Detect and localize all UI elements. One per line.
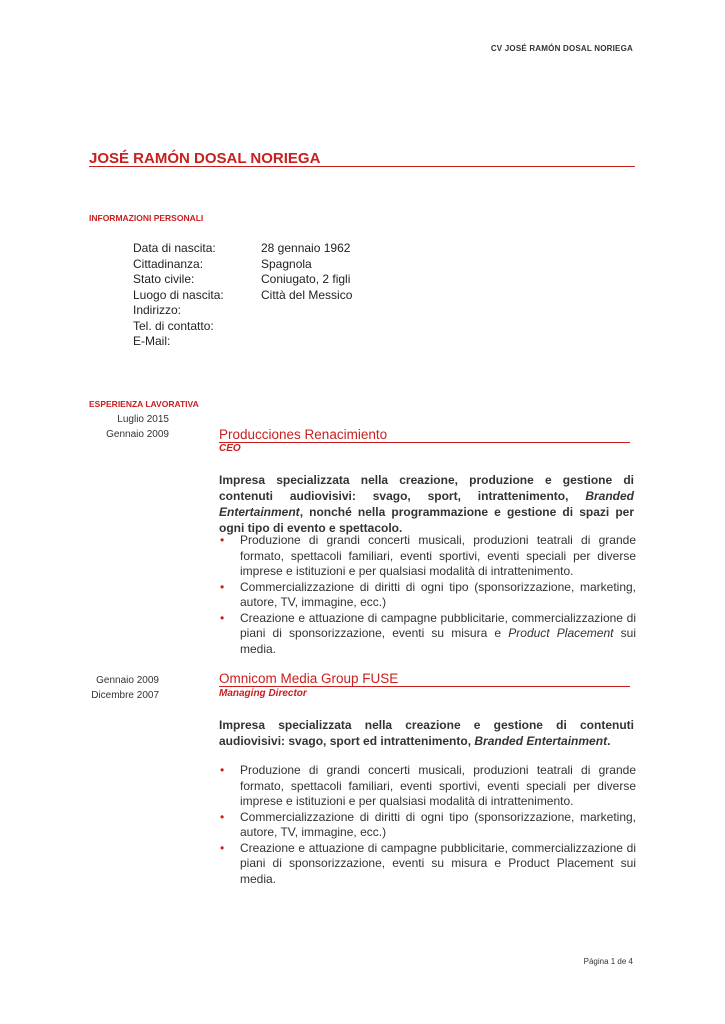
job-date-from: Luglio 2015 xyxy=(117,414,169,425)
info-row-birthdate xyxy=(133,241,352,257)
bullet-dot-icon: • xyxy=(220,533,225,547)
job-description-text: . xyxy=(607,734,611,748)
info-row-marital-status xyxy=(133,272,352,288)
bullet-text: Creazione e attuazione di campagne pubblicitarie, commercializzazione di piani di sponsorizzazione, eventi su misura e Product Placement sui media. xyxy=(240,840,636,886)
list-item xyxy=(220,610,636,658)
section-heading-personal: INFORMAZIONI PERSONALI xyxy=(89,213,204,223)
info-value: Città del Messico xyxy=(261,287,353,302)
company-divider xyxy=(219,442,630,443)
info-row-email xyxy=(133,334,352,350)
info-key: Data di nascita: xyxy=(133,241,216,255)
job-company: Producciones Renacimiento xyxy=(219,427,388,442)
job-description-emphasis: Branded Entertainment xyxy=(219,489,634,519)
info-row-birthplace xyxy=(133,288,352,304)
info-key: Cittadinanza: xyxy=(133,256,204,271)
bullet-dot-icon: • xyxy=(220,840,225,855)
job-dates xyxy=(60,412,169,442)
info-key: Tel. di contatto: xyxy=(133,318,214,333)
bullet-dot-icon: • xyxy=(220,763,225,777)
bullet-emphasis: Product Placement xyxy=(508,626,614,640)
list-item xyxy=(220,840,636,888)
info-value: 28 gennaio 1962 xyxy=(261,241,351,255)
job-date-to: Dicembre 2007 xyxy=(91,690,159,701)
list-item xyxy=(220,763,636,810)
bullet-text: Creazione e attuazione di campagne pubblicitarie, commercializzazione di piani di sponsorizzazione, eventi su misura e xyxy=(240,610,636,640)
job-role: Managing Director xyxy=(219,688,307,699)
job-bullet-list xyxy=(220,763,636,887)
info-row-phone xyxy=(133,319,352,335)
info-key: Indirizzo: xyxy=(133,303,182,317)
job-role: CEO xyxy=(219,443,241,454)
info-row-citizenship xyxy=(133,257,352,273)
job-date-from: Gennaio 2009 xyxy=(96,675,159,686)
job-company: Omnicom Media Group FUSE xyxy=(219,671,399,686)
bullet-text: sui media. xyxy=(240,626,636,656)
bullet-text: Commercializzazione di diritti di ogni tipo (sponsorizzazione, marketing, autore, TV, immagine, ecc.) xyxy=(240,809,636,839)
job-bullet-list xyxy=(220,533,636,657)
job-date-to: Gennaio 2009 xyxy=(106,429,169,440)
job-dates xyxy=(60,673,159,703)
info-key: Stato civile: xyxy=(133,272,195,286)
bullet-dot-icon: • xyxy=(220,809,225,824)
bullet-dot-icon: • xyxy=(220,610,225,625)
page-title: JOSÉ RAMÓN DOSAL NORIEGA xyxy=(89,150,321,167)
personal-info-table xyxy=(133,241,352,350)
bullet-dot-icon: • xyxy=(220,579,225,594)
running-header: CV JOSÉ RAMÓN DOSAL NORIEGA xyxy=(490,44,633,53)
info-row-address xyxy=(133,303,352,319)
job-description-text: , nonché nella programmazione e gestione di spazi per ogni tipo di evento e spettacolo. xyxy=(219,505,634,535)
info-value: Coniugato, 2 figli xyxy=(261,272,351,286)
job-description-text: Impresa specializzata nella creazione e gestione di contenuti audiovisivi: svago, sport ed intrattenimento, xyxy=(219,718,634,748)
bullet-text: Produzione di grandi concerti musicali, produzioni teatrali di grande formato, spettacoli familiari, eventi sportivi, eventi speciali per diverse imprese e istituzioni e per qualsiasi modalità di intrattenimento. xyxy=(240,533,636,578)
job-description xyxy=(219,717,634,749)
title-divider xyxy=(89,166,635,167)
bullet-text: Produzione di grandi concerti musicali, produzioni teatrali di grande formato, spettacoli familiari, eventi sportivi, eventi speciali per diverse imprese e istituzioni e per qualsiasi modalità di intrattenimento. xyxy=(240,763,636,808)
job-description-emphasis: Branded Entertainment xyxy=(474,734,608,748)
list-item xyxy=(220,809,636,841)
info-value: Spagnola xyxy=(261,256,312,271)
section-heading-experience: ESPERIENZA LAVORATIVA xyxy=(89,399,199,409)
company-divider xyxy=(219,686,630,687)
bullet-text: Commercializzazione di diritti di ogni tipo (sponsorizzazione, marketing, autore, TV, immagine, ecc.) xyxy=(240,579,636,609)
page-number: Página 1 de 4 xyxy=(583,957,633,966)
info-key: E-Mail: xyxy=(133,334,171,348)
job-description-text: Impresa specializzata nella creazione, produzione e gestione di contenuti audiovisivi: svago, sport, intrattenimento, xyxy=(219,473,634,503)
job-description xyxy=(219,472,634,536)
list-item xyxy=(220,533,636,580)
list-item xyxy=(220,579,636,611)
info-key: Luogo di nascita: xyxy=(133,287,224,302)
